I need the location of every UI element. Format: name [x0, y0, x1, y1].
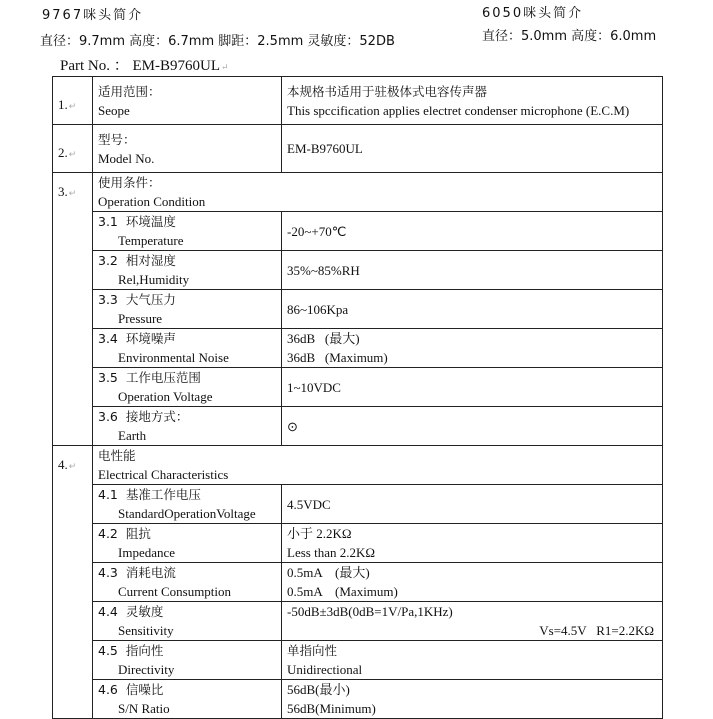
- part-number: [60, 54, 229, 75]
- scope-label: 适用范围： Seope: [93, 77, 282, 125]
- table-row-standard-voltage: 4.1 基准工作电压 StandardOperationVoltage 4.5VDC: [53, 485, 663, 524]
- table-row-scope: [53, 77, 663, 125]
- paragraph-mark-icon: ↵: [221, 62, 229, 72]
- mic-6050-title: 6050咪头简介: [482, 6, 584, 21]
- table-row-humidity: 3.2 相对湿度 Rel,Humidity 35%~85%RH: [53, 251, 663, 290]
- table-row-operation-condition: [53, 173, 663, 212]
- section-number: 1.↵: [53, 77, 93, 125]
- table-row-voltage-range: 3.5 工作电压范围 Operation Voltage 1~10VDC: [53, 368, 663, 407]
- part-number-value: EM-B9760UL: [132, 58, 220, 74]
- table-row-sensitivity: 4.4 灵敏度 Sensitivity -50dB±3dB(0dB=1V/Pa,1KHz) Vs=4.5V R1=2.2KΩ: [53, 602, 663, 641]
- model-value: EM-B9760UL: [282, 125, 663, 173]
- table-row-directivity: 4.5 指向性 Directivity 单指向性 Unidirectional: [53, 641, 663, 680]
- section-number: 2.↵: [53, 125, 93, 173]
- mic-6050-spec: 直径：5.0mm 高度：6.0mm: [482, 29, 657, 44]
- electrical-heading: 电性能 Electrical Characteristics: [93, 446, 663, 485]
- operation-condition-heading: 使用条件： Operation Condition: [93, 173, 663, 212]
- mic-9767-title: 9767咪头简介: [42, 8, 144, 23]
- table-row-temperature: 3.1 环境温度 Temperature -20~+70℃: [53, 212, 663, 251]
- part-number-label: Part No. ：: [60, 58, 129, 74]
- table-row-model: [53, 125, 663, 173]
- spec-table: [52, 76, 663, 719]
- earth-symbol-icon: ⊙: [282, 407, 663, 446]
- section-number: 3.↵: [53, 173, 93, 446]
- table-row-impedance: 4.2 阻抗 Impedance 小于 2.2KΩ Less than 2.2KΩ: [53, 524, 663, 563]
- table-row-electrical: [53, 446, 663, 485]
- mic-9767-spec: 直径：9.7mm 高度：6.7mm 脚距：2.5mm 灵敏度：52DB: [40, 34, 395, 49]
- table-row-earth: 3.6 接地方式： Earth ⊙: [53, 407, 663, 446]
- table-row-current: 4.3 消耗电流 Current Consumption 0.5mA (最大) 0.5mA (Maximum): [53, 563, 663, 602]
- table-row-snr: 4.6 信噪比 S/N Ratio 56dB(最小) 56dB(Minimum): [53, 680, 663, 719]
- scope-value: 本规格书适用于驻极体式电容传声器 This spccification applies electret condenser microphone (E.C.M): [282, 77, 663, 125]
- section-number: 4.↵: [53, 446, 93, 719]
- model-label: 型号： Model No.: [93, 125, 282, 173]
- table-row-pressure: 3.3 大气压力 Pressure 86~106Kpa: [53, 290, 663, 329]
- table-row-noise: 3.4 环境噪声 Environmental Noise 36dB (最大) 36dB (Maximum): [53, 329, 663, 368]
